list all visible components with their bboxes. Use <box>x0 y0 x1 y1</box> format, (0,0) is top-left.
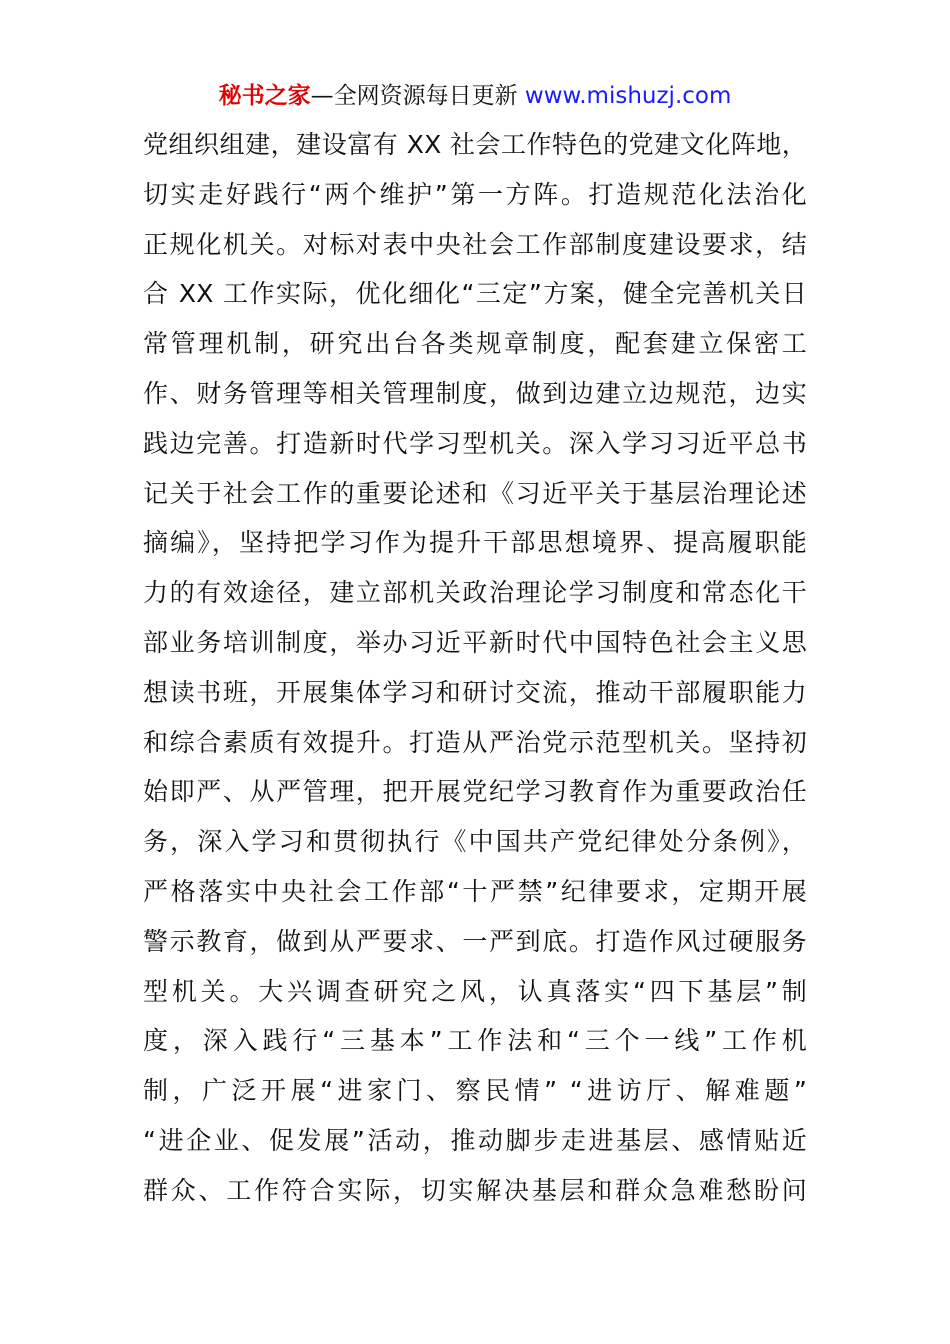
text-line: 制，广泛开展“进家门、察民情” “进访厅、解难题” <box>143 1076 807 1106</box>
text-line: 型机关。大兴调查研究之风，认真落实“四下基层”制 <box>143 976 807 1006</box>
text-line: 正规化机关。对标对表中央社会工作部制度建设要求，结 <box>143 229 807 259</box>
text-line: 摘编》，坚持把学习作为提升干部思想境界、提高履职能 <box>143 528 807 558</box>
brand-name: 秘书之家 <box>218 83 311 109</box>
text-line: 力的有效途径，建立部机关政治理论学习制度和常态化干 <box>143 578 807 608</box>
site-url-link[interactable]: www.mishuzj.com <box>524 83 732 109</box>
document-body <box>143 120 807 1216</box>
text-line: 务，深入学习和贯彻执行《中国共产党纪律处分条例》， <box>143 827 807 857</box>
page-header <box>0 80 950 112</box>
text-line: 想读书班，开展集体学习和研讨交流，推动干部履职能力 <box>143 677 807 707</box>
header-tagline: —全网资源每日更新 <box>310 83 525 109</box>
text-line: 和综合素质有效提升。打造从严治党示范型机关。坚持初 <box>143 727 807 757</box>
text-line: 度，深入践行“三基本”工作法和“三个一线”工作机 <box>143 1026 807 1056</box>
text-line: 常管理机制，研究出台各类规章制度，配套建立保密工 <box>143 329 807 359</box>
text-line: 切实走好践行“两个维护”第一方阵。打造规范化法治化 <box>143 179 807 209</box>
text-line: 合 XX 工作实际，优化细化“三定”方案，健全完善机关日 <box>143 279 807 309</box>
text-line: 始即严、从严管理，把开展党纪学习教育作为重要政治任 <box>143 777 807 807</box>
text-line: 部业务培训制度，举办习近平新时代中国特色社会主义思 <box>143 627 807 657</box>
text-line: 警示教育，做到从严要求、一严到底。打造作风过硬服务 <box>143 926 807 956</box>
text-line: 群众、工作符合实际，切实解决基层和群众急难愁盼问 <box>143 1175 807 1205</box>
text-line: 党组织组建，建设富有 XX 社会工作特色的党建文化阵地， <box>143 130 807 159</box>
text-line: “进企业、促发展”活动，推动脚步走进基层、感情贴近 <box>143 1125 807 1155</box>
text-line: 记关于社会工作的重要论述和《习近平关于基层治理论述 <box>143 478 807 508</box>
text-line: 作、财务管理等相关管理制度，做到边建立边规范，边实 <box>143 378 807 408</box>
text-line: 践边完善。打造新时代学习型机关。深入学习习近平总书 <box>143 428 807 458</box>
text-line: 严格落实中央社会工作部“十严禁”纪律要求，定期开展 <box>143 876 807 906</box>
